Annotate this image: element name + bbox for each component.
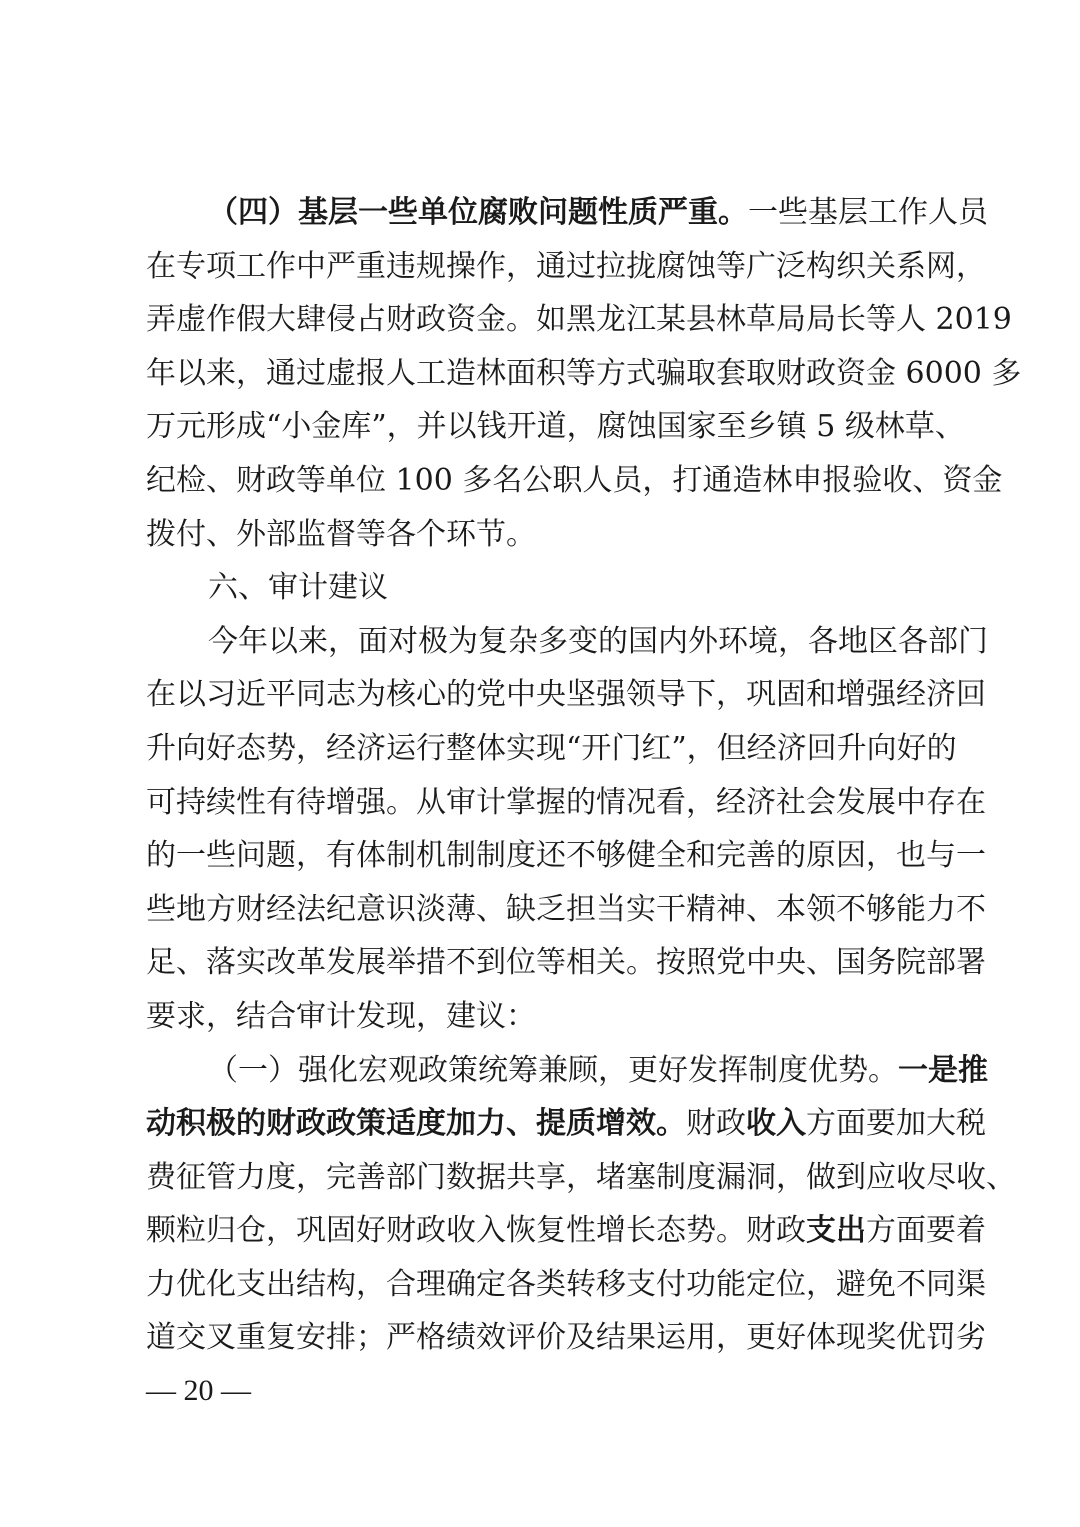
paragraph-line: 在专项工作中严重违规操作，通过拉拢腐蚀等广泛构织关系网， — [146, 248, 986, 284]
page-number: — 20 — — [146, 1374, 251, 1407]
paragraph-text: 颗粒归仓，巩固好财政收入恢复性增长态势。财政 — [146, 1213, 806, 1249]
paragraph-line — [146, 186, 988, 240]
bold-text: 支出 — [806, 1213, 866, 1249]
paragraph-line: 力优化支出结构，合理确定各类转移支付功能定位，避免不同渠 — [146, 1266, 986, 1302]
paragraph-line: 在以习近平同志为核心的党中央坚强领导下，巩固和增强经济回 — [146, 677, 986, 713]
paragraph-line: 今年以来，面对极为复杂多变的国内外环境，各地区各部门 — [208, 623, 988, 659]
paragraph-line: 升向好态势，经济运行整体实现“开门红”，但经济回升向好的 — [146, 730, 957, 766]
bold-text: 动积极的财政政策适度加力、提质增效。 — [146, 1106, 686, 1142]
paragraph-text: 方面要着 — [866, 1213, 986, 1249]
paragraph-line: 纪检、财政等单位 100 多名公职人员，打通造林申报验收、资金 — [146, 462, 1003, 498]
paragraph-line: 费征管力度，完善部门数据共享，堵塞制度漏洞，做到应收尽收、 — [146, 1159, 1016, 1195]
paragraph-text: 方面要加大税 — [806, 1106, 986, 1142]
paragraph-line: 拨付、外部监督等各个环节。 — [146, 516, 536, 552]
paragraph-heading: （四）基层一些单位腐败问题性质严重。 — [208, 195, 748, 230]
paragraph-line — [146, 1204, 986, 1258]
bold-text: 收入 — [746, 1106, 806, 1142]
paragraph-line: 年以来，通过虚报人工造林面积等方式骗取套取财政资金 6000 多 — [146, 355, 1022, 391]
paragraph-text: 财政 — [686, 1106, 746, 1142]
bold-text: 一是推 — [898, 1052, 988, 1088]
paragraph-line — [146, 1044, 988, 1098]
paragraph-text: 一些基层工作人员 — [748, 195, 988, 230]
paragraph-line: 可持续性有待增强。从审计掌握的情况看，经济社会发展中存在 — [146, 784, 986, 820]
paragraph-line: 弄虚作假大肆侵占财政资金。如黑龙江某县林草局局长等人 2019 — [146, 302, 1012, 338]
paragraph-line: 道交叉重复安排；严格绩效评价及结果运用，更好体现奖优罚劣 — [146, 1320, 986, 1356]
paragraph-line — [146, 1097, 986, 1151]
paragraph-line: 些地方财经法纪意识淡薄、缺乏担当实干精神、本领不够能力不 — [146, 891, 986, 927]
section-title: 六、审计建议 — [208, 570, 388, 606]
paragraph-line: 足、落实改革发展举措不到位等相关。按照党中央、国务院部署 — [146, 945, 986, 981]
paragraph-line: 万元形成“小金库”，并以钱开道，腐蚀国家至乡镇 5 级林草、 — [146, 409, 965, 445]
paragraph-line: 要求，结合审计发现，建议： — [146, 998, 536, 1034]
paragraph-line: 的一些问题，有体制机制制度还不够健全和完善的原因，也与一 — [146, 838, 986, 874]
suggestion-heading: （一）强化宏观政策统筹兼顾，更好发挥制度优势。 — [208, 1052, 898, 1088]
document-body — [146, 186, 1022, 1365]
